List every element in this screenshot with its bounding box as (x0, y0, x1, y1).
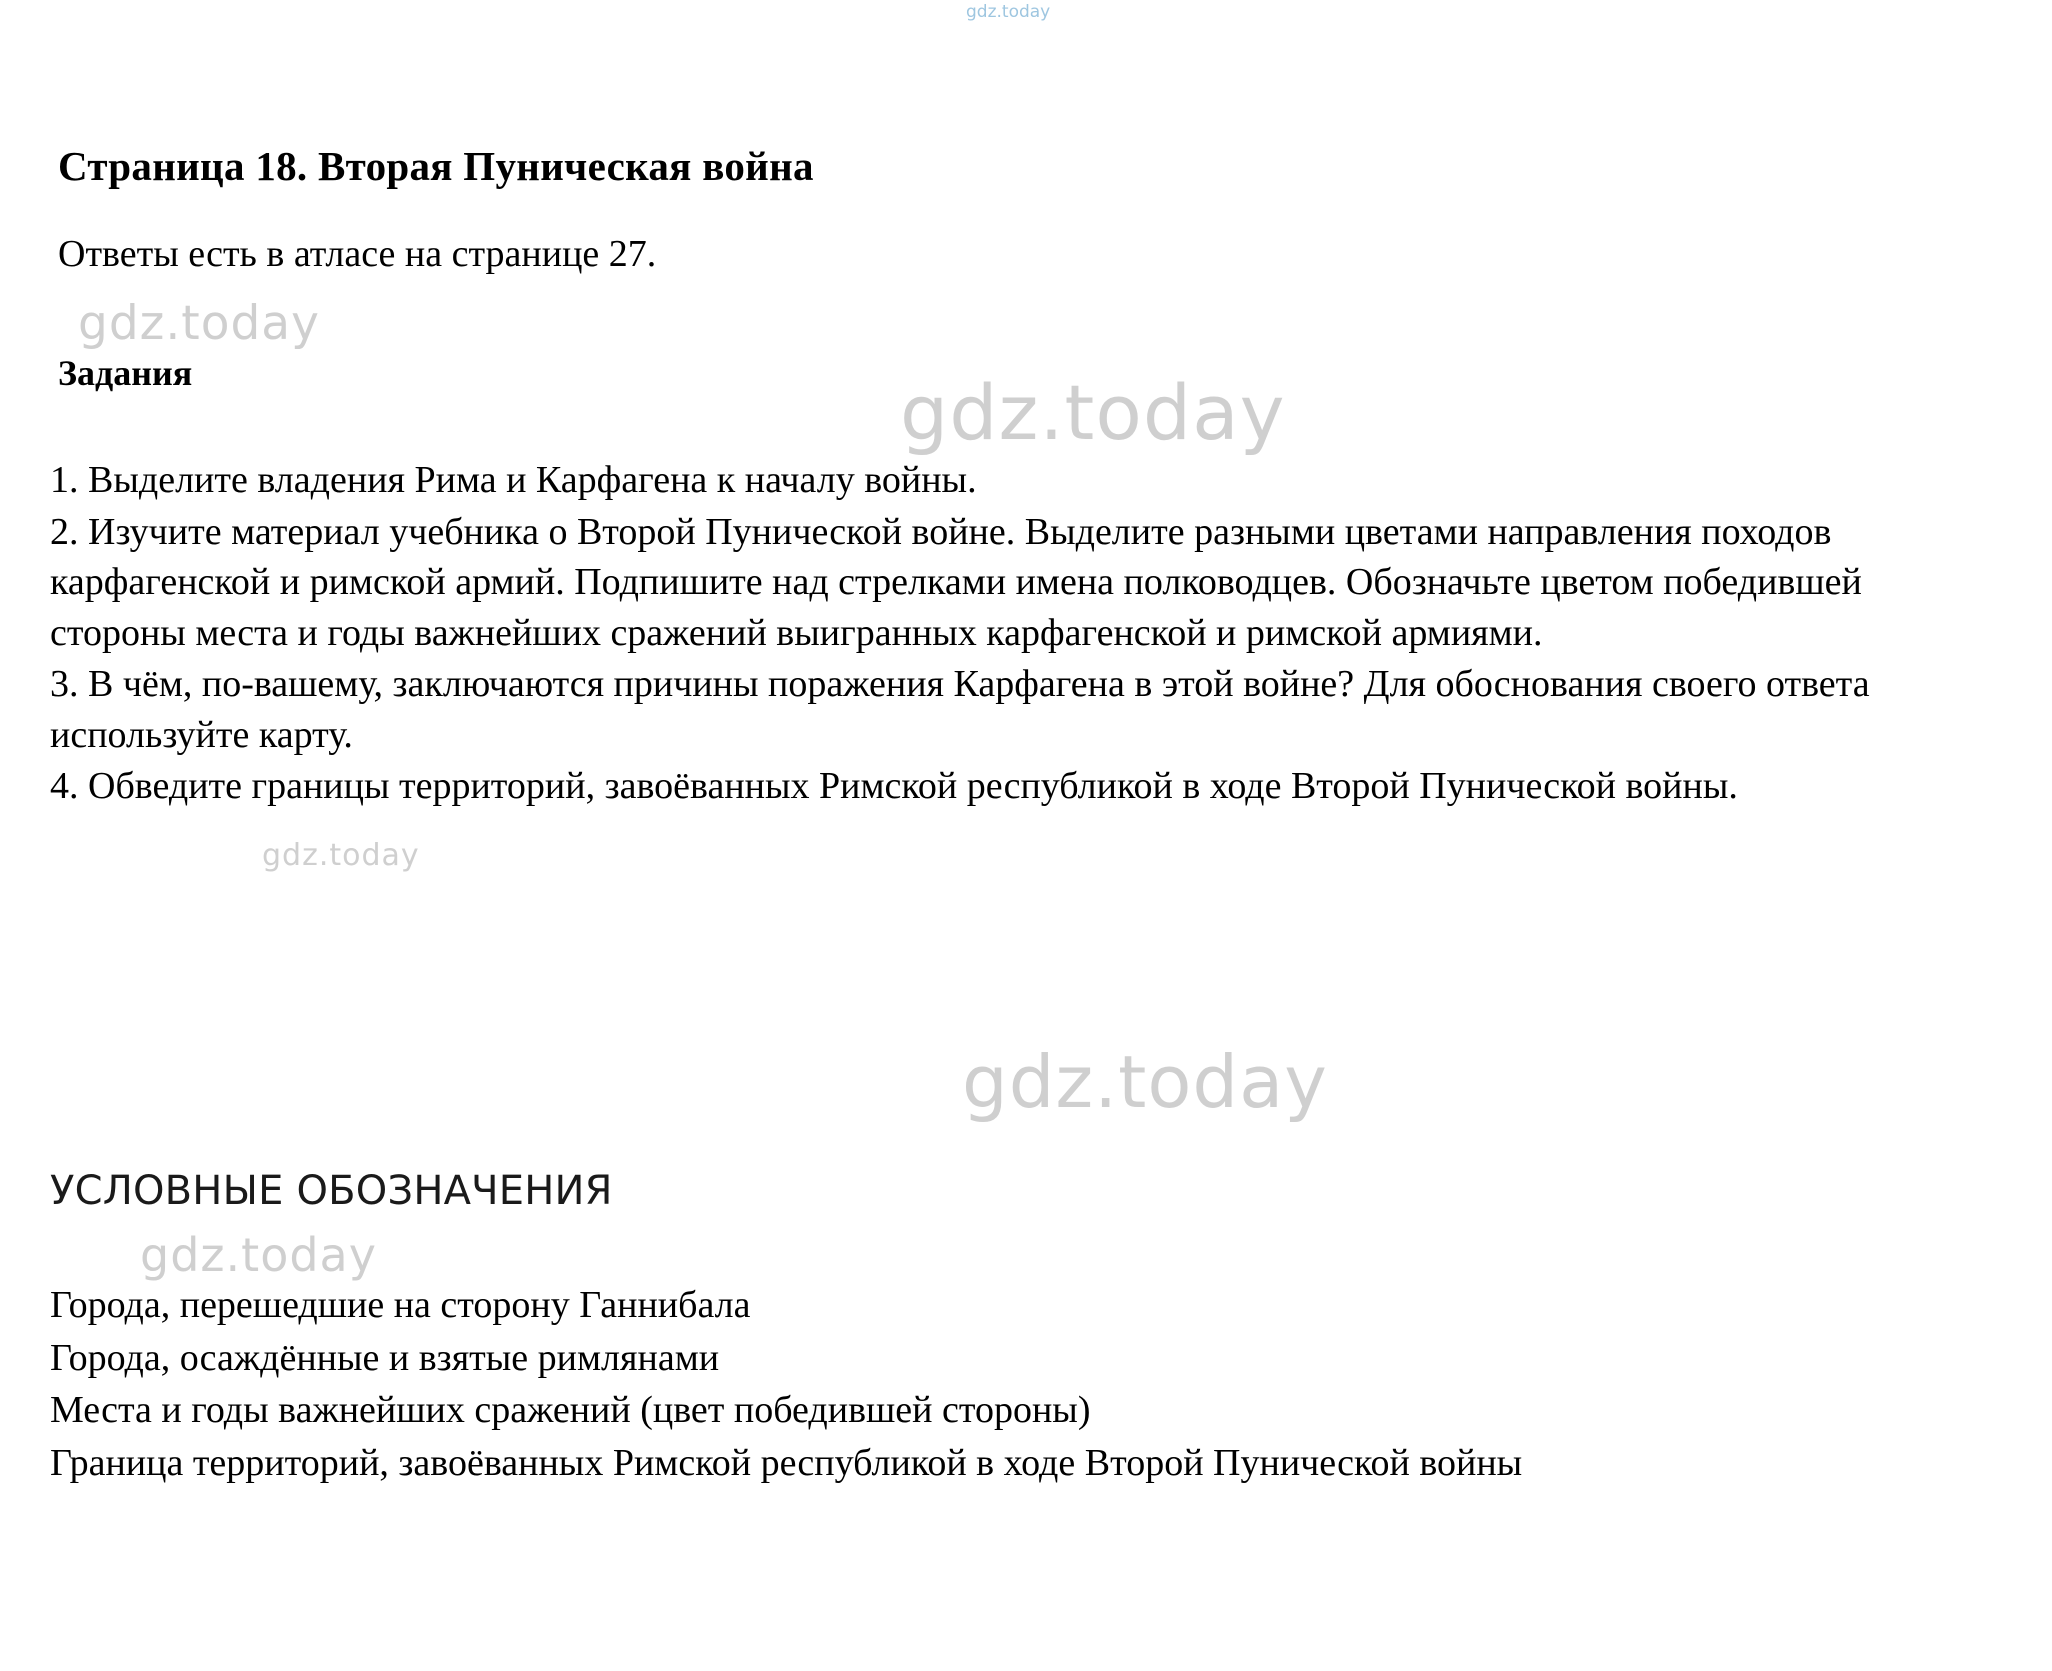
watermark-2: gdz.today (900, 368, 1286, 457)
page-title: Страница 18. Вторая Пуническая война (58, 143, 814, 190)
legend-item-3: Места и годы важнейших сражений (цвет победившей стороны) (50, 1389, 1091, 1432)
tasks-list (50, 455, 1930, 813)
task-item-1: 1. Выделите владения Рима и Карфагена к началу войны. (50, 459, 977, 501)
watermark-1: gdz.today (78, 296, 320, 351)
watermark-top: gdz.today (966, 2, 1051, 22)
task-item-4: 4. Обведите границы территорий, завоёванных Римской республикой в ходе Второй Пунической войны. (50, 765, 1738, 808)
legend-item-4: Граница территорий, завоёванных Римской республикой в ходе Второй Пунической войны (50, 1441, 1523, 1484)
tasks-heading: Задания (58, 353, 193, 393)
watermark-4: gdz.today (962, 1040, 1328, 1124)
legend-item-2: Города, осаждённые и взятые римлянами (50, 1336, 720, 1379)
legend-item-1: Города, перешедшие на сторону Ганнибала (50, 1284, 751, 1326)
watermark-5: gdz.today (140, 1228, 377, 1282)
legend-list (50, 1280, 1950, 1490)
task-item-2: 2. Изучите материал учебника о Второй Пунической войне. Выделите разными цветами направления походов карфагенской и римской армий. Подпишите над стрелками имена полководцев. Обозначьте цветом победившей стороны места и годы важнейших сражений выигранных карфагенской и римской армиями. (50, 510, 1862, 654)
legend-title: УСЛОВНЫЕ ОБОЗНАЧЕНИЯ (50, 1168, 613, 1214)
task-item-3: 3. В чём, по-вашему, заключаются причины поражения Карфагена в этой войне? Для обоснования своего ответа используйте карту. (50, 663, 1870, 756)
watermark-3: gdz.today (262, 838, 420, 873)
intro-text: Ответы есть в атласе на странице 27. (58, 233, 657, 275)
